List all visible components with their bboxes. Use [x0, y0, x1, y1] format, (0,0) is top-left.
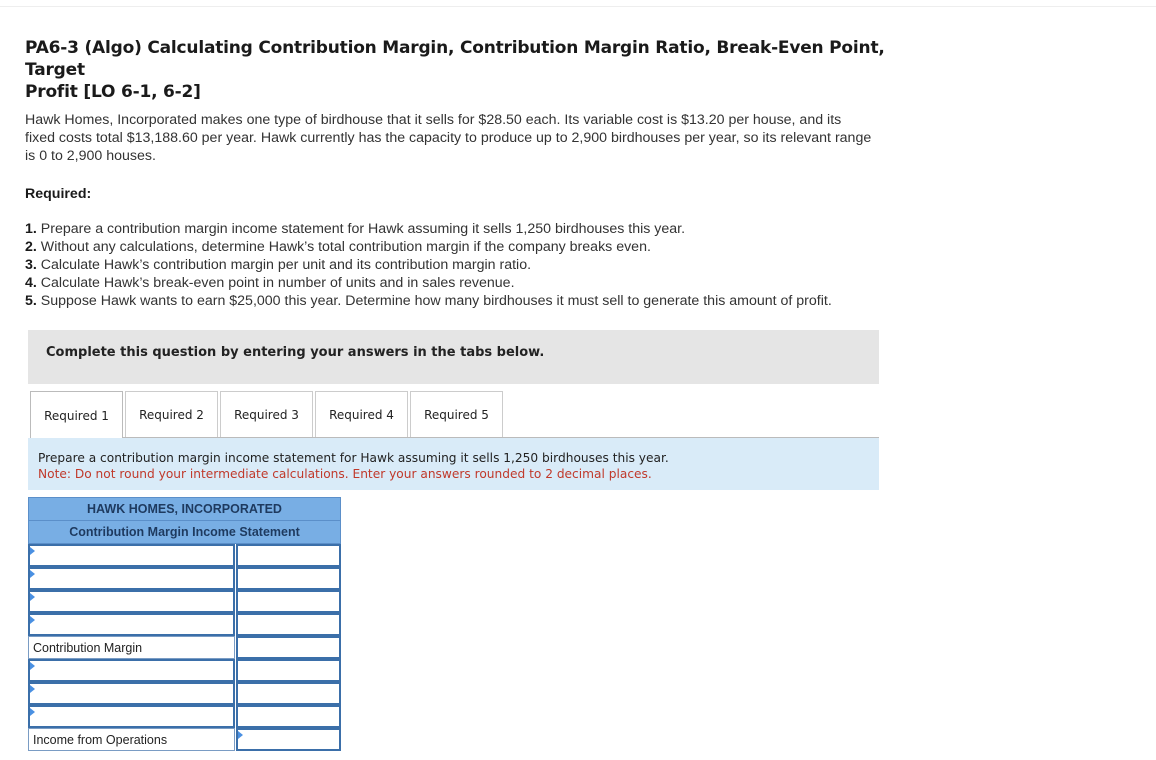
dropdown-marker-icon [30, 593, 35, 601]
required-item-2: 2. Without any calculations, determine Hawk’s total contribution margin if the company breaks even. [25, 239, 651, 255]
line-item-input[interactable] [28, 682, 235, 705]
tab-required-3[interactable]: Required 3 [220, 391, 313, 437]
line-item-input[interactable] [28, 590, 235, 613]
line-item-input[interactable] [28, 544, 235, 567]
complete-question-banner [28, 330, 879, 384]
contribution-margin-row [28, 636, 341, 659]
instructions-note: Note: Do not round your intermediate calculations. Enter your answers rounded to 2 decimal places. [38, 467, 652, 481]
line-item-input[interactable] [28, 613, 235, 636]
contribution-margin-amount-input[interactable] [236, 636, 341, 659]
income-from-operations-label: Income from Operations [33, 733, 168, 747]
line-item-input[interactable] [28, 705, 235, 728]
intro-line1: Hawk Homes, Incorporated makes one type of birdhouse that it sells for $28.50 each. Its variable cost is $13.20 per house, and its [25, 112, 842, 128]
problem-title-line2: Profit [LO 6-1, 6-2] [25, 82, 201, 102]
dropdown-marker-icon [30, 685, 35, 693]
tab-required-1[interactable]: Required 1 [30, 391, 123, 439]
intro-line3: is 0 to 2,900 houses. [25, 148, 156, 164]
amount-input[interactable] [236, 613, 341, 636]
required-item-1: 1. Prepare a contribution margin income statement for Hawk assuming it sells 1,250 birdhouses this year. [25, 221, 686, 237]
dropdown-marker-icon [238, 731, 243, 739]
statement-company: HAWK HOMES, INCORPORATED [28, 497, 341, 520]
amount-input[interactable] [236, 590, 341, 613]
required-item-4: 4. Calculate Hawk’s break-even point in number of units and in sales revenue. [25, 275, 515, 291]
dropdown-marker-icon [30, 547, 35, 555]
line-item-input[interactable] [28, 659, 235, 682]
contribution-margin-label-cell [28, 636, 235, 659]
instructions-text: Prepare a contribution margin income statement for Hawk assuming it sells 1,250 birdhouses this year. [38, 451, 669, 465]
tab-required-4[interactable]: Required 4 [315, 391, 408, 437]
problem-title-line1: PA6-3 (Algo) Calculating Contribution Margin, Contribution Margin Ratio, Break-Even Point, Target [25, 38, 885, 80]
statement-row [28, 682, 341, 705]
dropdown-marker-icon [30, 616, 35, 624]
tab-required-2[interactable]: Required 2 [125, 391, 218, 437]
income-label-cell [28, 728, 235, 751]
income-amount-input[interactable] [236, 728, 341, 751]
statement-row [28, 659, 341, 682]
statement-row [28, 613, 341, 636]
top-divider [0, 6, 1156, 7]
required-heading: Required: [25, 186, 92, 202]
dropdown-marker-icon [30, 708, 35, 716]
intro-line2: fixed costs total $13,188.60 per year. Hawk currently has the capacity to produce up to 2,900 birdhouses per year, so its relevant range [25, 130, 872, 146]
tab-required-5[interactable]: Required 5 [410, 391, 503, 437]
line-item-input[interactable] [28, 567, 235, 590]
statement-row [28, 544, 341, 567]
statement-title: Contribution Margin Income Statement [28, 520, 341, 544]
problem-title [25, 37, 945, 103]
amount-input[interactable] [236, 567, 341, 590]
instructions-panel [28, 438, 879, 490]
statement-row [28, 567, 341, 590]
dropdown-marker-icon [30, 570, 35, 578]
required-item-5: 5. Suppose Hawk wants to earn $25,000 this year. Determine how many birdhouses it must sell to generate this amount of profit. [25, 293, 832, 309]
required-list [25, 220, 1005, 310]
dropdown-marker-icon [30, 662, 35, 670]
banner-text: Complete this question by entering your answers in the tabs below. [46, 345, 545, 360]
required-item-3: 3. Calculate Hawk’s contribution margin per unit and its contribution margin ratio. [25, 257, 532, 273]
amount-input[interactable] [236, 682, 341, 705]
income-statement [28, 497, 341, 751]
statement-row [28, 590, 341, 613]
contribution-margin-label: Contribution Margin [33, 641, 143, 655]
amount-input[interactable] [236, 705, 341, 728]
problem-intro [25, 111, 985, 165]
statement-row [28, 705, 341, 728]
amount-input[interactable] [236, 544, 341, 567]
income-from-operations-row [28, 728, 341, 751]
amount-input[interactable] [236, 659, 341, 682]
